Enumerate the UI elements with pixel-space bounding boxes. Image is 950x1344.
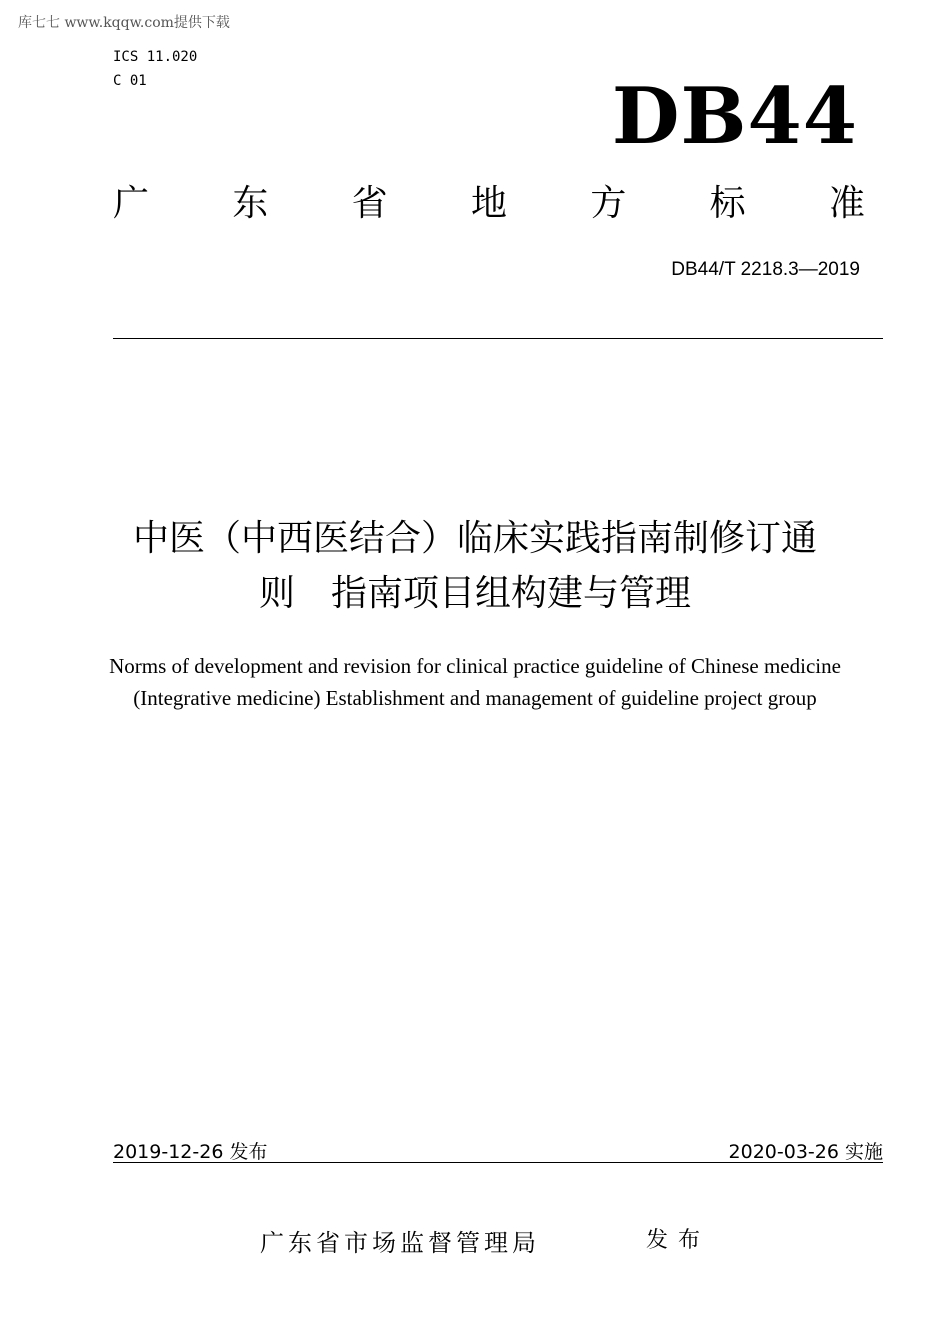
chinese-title-line-2: 则 指南项目组构建与管理 <box>258 573 691 614</box>
standard-type-char: 标 <box>709 183 746 224</box>
ccs-code: C 01 <box>113 73 147 89</box>
chinese-title-line-1: 中医（中西医结合）临床实践指南制修订通 <box>132 518 817 559</box>
standard-type-char: 准 <box>828 183 865 224</box>
standard-type-char: 方 <box>590 183 627 224</box>
english-title: Norms of development and revision for clinical practice guideline of Chinese medicine (Integrative medicine) Establishment and management of guideline project group <box>109 654 841 710</box>
standard-type-heading <box>113 183 865 224</box>
standard-number: DB44/T 2218.3—2019 <box>671 259 860 280</box>
publisher-name: 广东省市场监督管理局 <box>260 1229 540 1257</box>
standard-type-char: 地 <box>470 183 507 224</box>
publish-label: 发布 <box>646 1228 711 1253</box>
standard-type-char: 东 <box>232 183 269 224</box>
standard-type-char: 省 <box>351 183 388 224</box>
ics-code: ICS 11.020 <box>113 49 198 65</box>
db44-logo: DB44 <box>611 71 858 162</box>
standard-type-char: 广 <box>113 183 150 224</box>
issue-date: 2019-12-26 发布 <box>113 1141 268 1163</box>
header-divider <box>113 338 883 339</box>
implementation-date: 2020-03-26 实施 <box>728 1141 883 1163</box>
watermark-text: 库七七 www.kqqw.com提供下载 <box>18 15 230 31</box>
footer-divider <box>113 1162 883 1163</box>
